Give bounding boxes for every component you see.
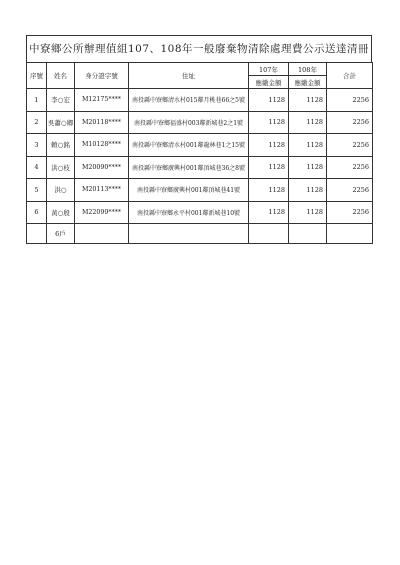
cell-seq: 5 [27,179,47,202]
header-name: 姓名 [47,63,75,89]
cell-amount-108: 1128 [289,111,327,134]
header-row-top [27,63,373,76]
cell-address: 南投縣中寮鄉廣興村001鄰頂城巷41號 [129,179,249,202]
cell-total: 2256 [327,111,373,134]
cell-total: 2256 [327,201,373,224]
summary-empty-cell [249,224,289,244]
cell-name: 黃○殷 [47,201,75,224]
cell-amount-108: 1128 [289,134,327,157]
cell-id: M22099**** [75,201,129,224]
table-row [27,89,373,112]
cell-id: M20090**** [75,156,129,179]
roster-sheet [26,35,372,244]
cell-name: 李○宏 [47,89,75,112]
table-row [27,111,373,134]
cell-address: 南投縣中寮鄉清水村015鄰月桃巷66之5號 [129,89,249,112]
cell-amount-107: 1128 [249,111,289,134]
cell-total: 2256 [327,179,373,202]
header-year-108: 108年 [289,63,327,76]
cell-amount-107: 1128 [249,134,289,157]
cell-amount-107: 1128 [249,179,289,202]
header-address: 住址 [129,63,249,89]
cell-seq: 3 [27,134,47,157]
summary-empty-cell [327,224,373,244]
cell-total: 2256 [327,156,373,179]
cell-total: 2256 [327,89,373,112]
header-due-107: 應繳金額 [249,76,289,89]
cell-amount-107: 1128 [249,89,289,112]
summary-empty-cell [289,224,327,244]
summary-empty-cell [27,224,47,244]
summary-empty-cell [129,224,249,244]
household-count: 6戶 [47,224,75,244]
cell-address: 南投縣中寮鄉清水村001鄰龍林巷1之15號 [129,134,249,157]
cell-seq: 4 [27,156,47,179]
cell-amount-107: 1128 [249,201,289,224]
cell-id: M12175**** [75,89,129,112]
table-row [27,201,373,224]
cell-address: 南投縣中寮鄉福盛村003鄰新城巷2之1號 [129,111,249,134]
cell-amount-107: 1128 [249,156,289,179]
cell-name: 洪○ [47,179,75,202]
roster-table [26,62,373,244]
cell-seq: 1 [27,89,47,112]
cell-id: M10128**** [75,134,129,157]
cell-amount-108: 1128 [289,89,327,112]
header-year-107: 107年 [249,63,289,76]
header-seq: 序號 [27,63,47,89]
header-id: 身分證字號 [75,63,129,89]
cell-address: 南投縣中寮鄉廣興村001鄰頂城巷36之8號 [129,156,249,179]
cell-address: 南投縣中寮鄉永平村001鄰新城巷10號 [129,201,249,224]
cell-amount-108: 1128 [289,179,327,202]
table-row [27,179,373,202]
header-total: 合計 [327,63,373,89]
cell-name: 賴○銘 [47,134,75,157]
cell-name: 吳蕭○卿 [47,111,75,134]
cell-id: M20118**** [75,111,129,134]
document-title: 中寮鄉公所辦理值組107、108年一般廢棄物清除處理費公示送達清冊 [26,35,372,62]
cell-seq: 2 [27,111,47,134]
cell-total: 2256 [327,134,373,157]
summary-empty-cell [75,224,129,244]
table-row [27,156,373,179]
cell-name: 洪○枝 [47,156,75,179]
header-due-108: 應繳金額 [289,76,327,89]
cell-amount-108: 1128 [289,201,327,224]
cell-amount-108: 1128 [289,156,327,179]
table-row [27,134,373,157]
summary-row [27,224,373,244]
cell-seq: 6 [27,201,47,224]
cell-id: M20113**** [75,179,129,202]
